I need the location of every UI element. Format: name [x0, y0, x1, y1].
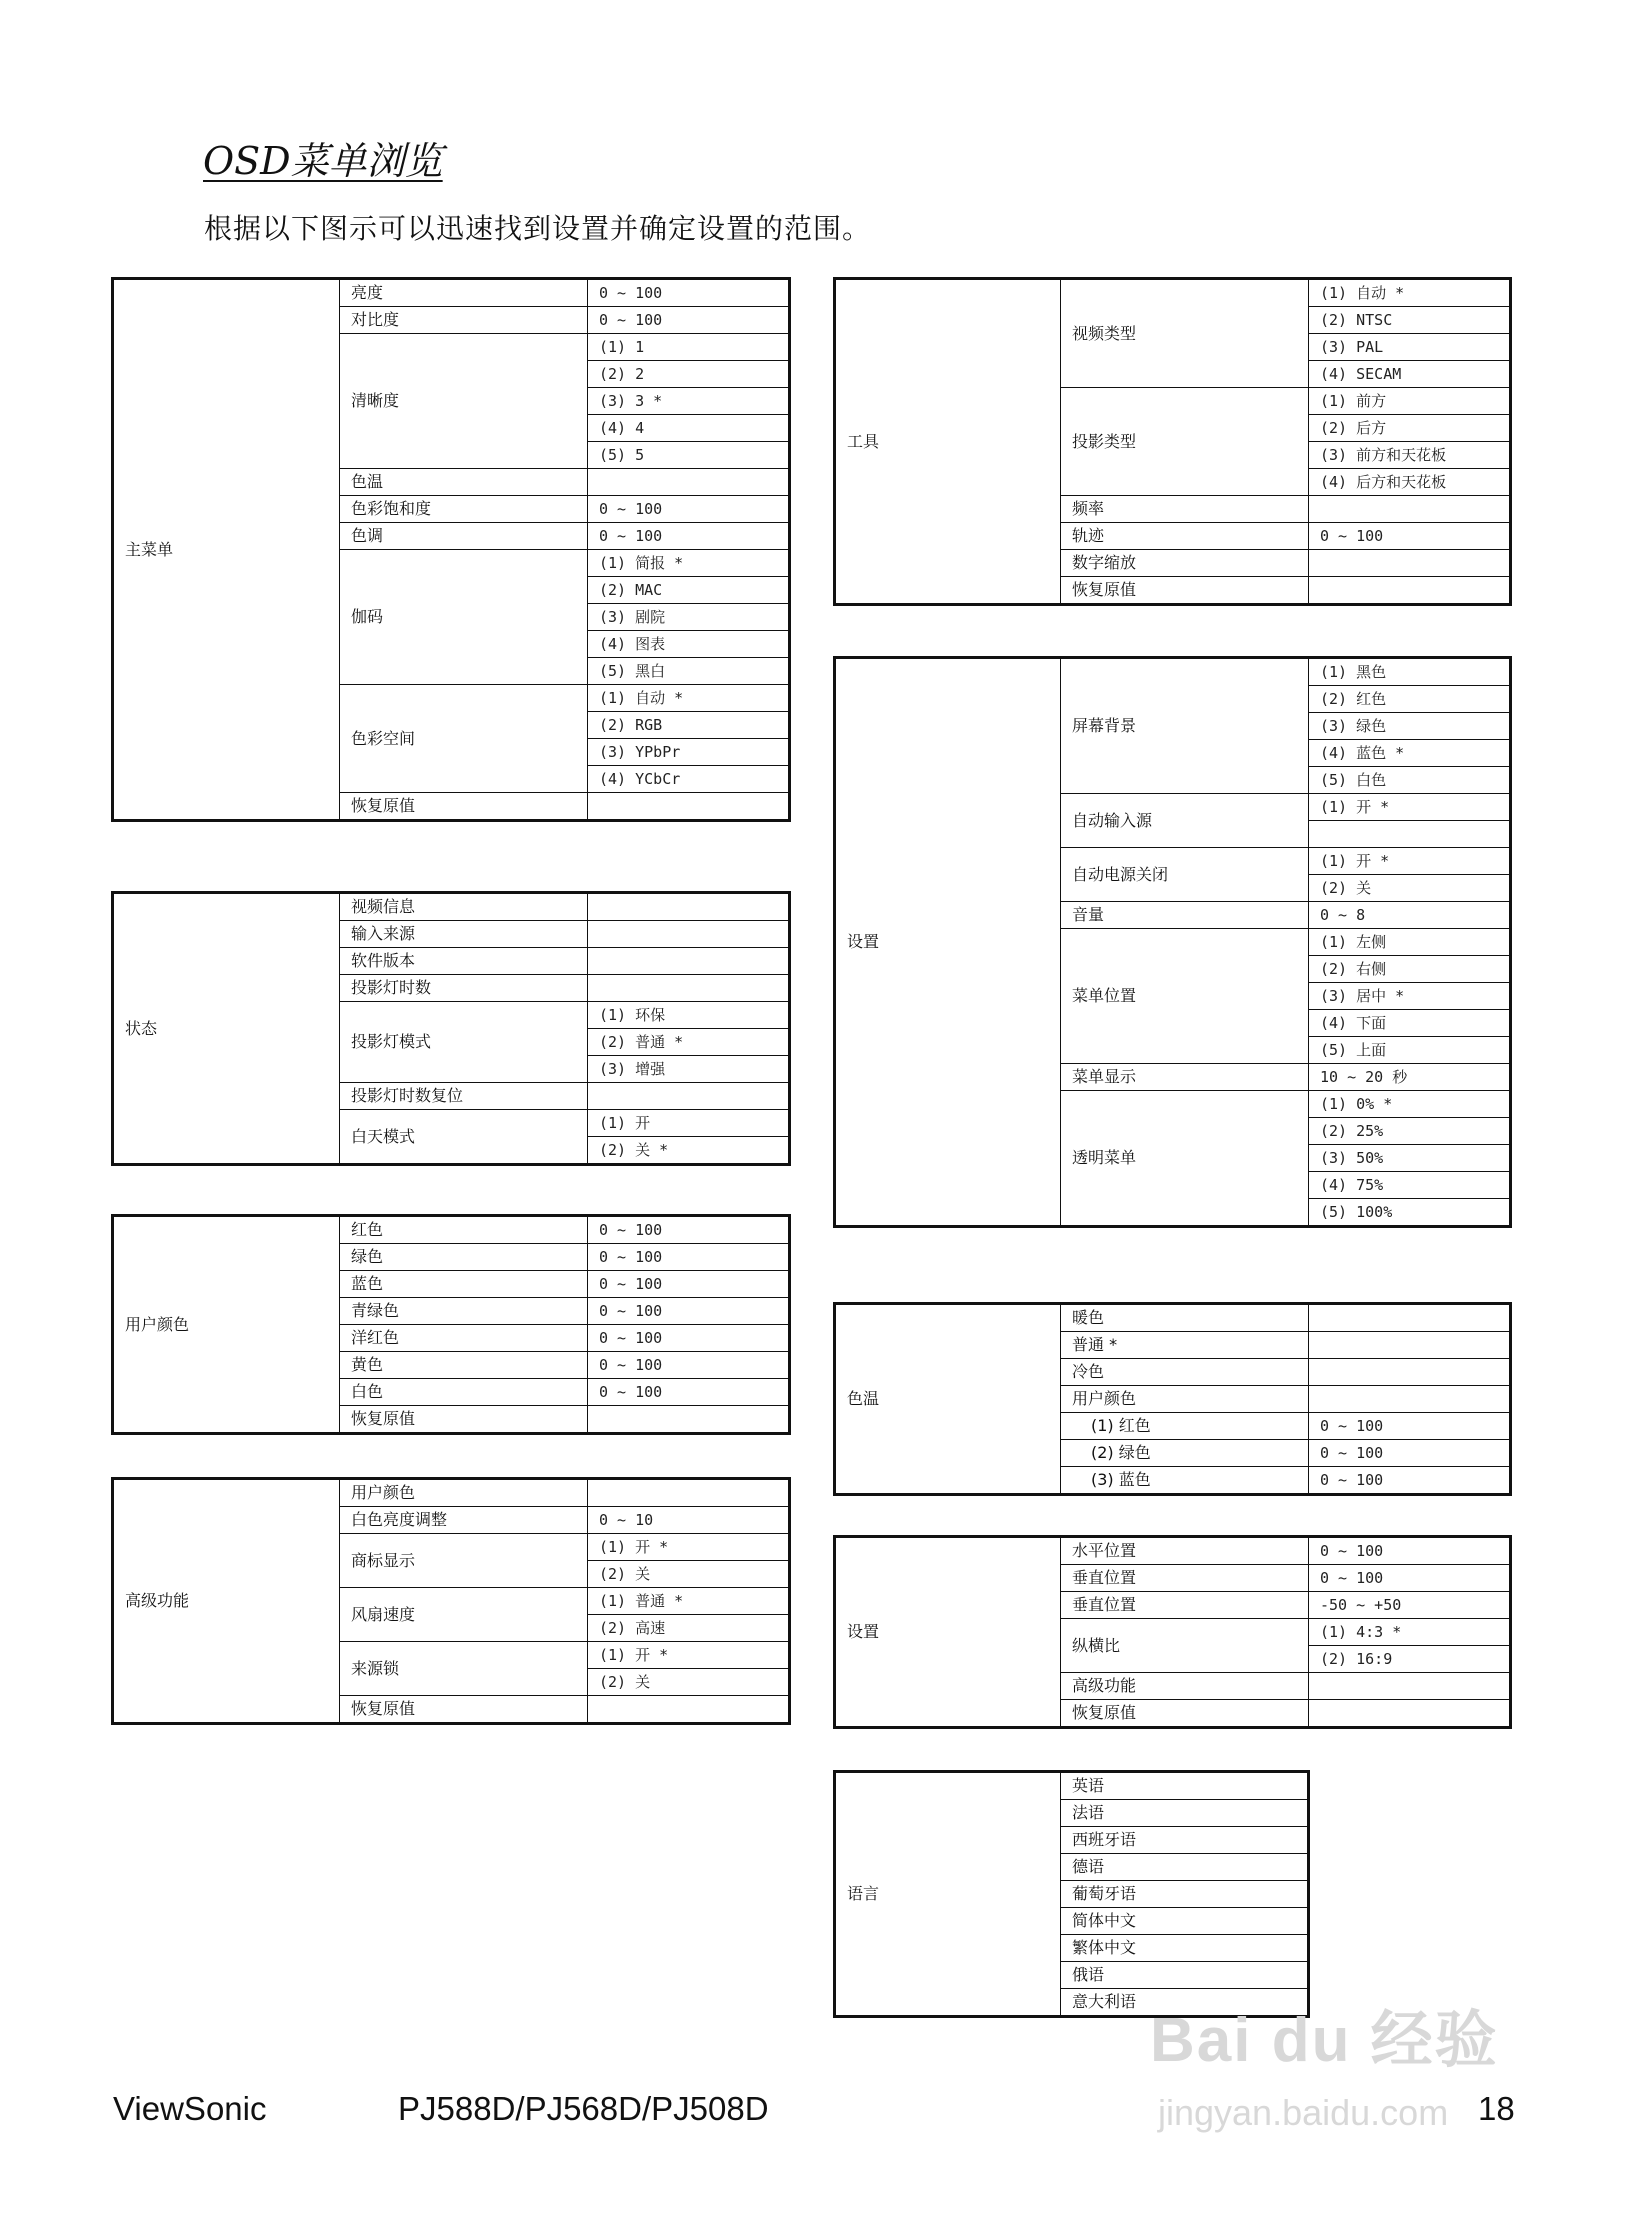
watermark-url: jingyan.baidu.com — [1158, 2092, 1449, 2133]
menu-item-value: (1) 开 * — [1309, 794, 1511, 821]
menu-item-value: 0 ~ 100 — [1309, 1467, 1511, 1495]
menu-item-value: (1) 开 — [588, 1110, 790, 1137]
menu-item-value — [588, 1479, 790, 1507]
menu-item: 恢复原值 — [340, 1406, 588, 1434]
menu-item: 轨迹 — [1061, 523, 1309, 550]
menu-item: 输入来源 — [340, 921, 588, 948]
menu-item-value: (1) 黑色 — [1309, 658, 1511, 686]
menu-item: 清晰度 — [340, 334, 588, 469]
menu-item-value — [588, 921, 790, 948]
menu-category: 高级功能 — [113, 1479, 340, 1724]
menu-item-value — [1309, 1304, 1511, 1332]
menu-item-value — [1309, 1359, 1511, 1386]
menu-item-value: (4) 4 — [588, 415, 790, 442]
osd-table — [833, 1535, 1512, 1729]
menu-item: 色温 — [340, 469, 588, 496]
menu-item-value: (2) MAC — [588, 577, 790, 604]
menu-item-value — [1309, 821, 1511, 848]
menu-item-value: 0 ~ 100 — [1309, 523, 1511, 550]
menu-item-value — [1309, 1673, 1511, 1700]
osd-table — [833, 1302, 1512, 1496]
menu-item-value: 0 ~ 100 — [1309, 1413, 1511, 1440]
menu-item: 英语 — [1061, 1772, 1309, 1800]
menu-item: 白色 — [340, 1379, 588, 1406]
osd-table — [111, 891, 791, 1166]
menu-item: 风扇速度 — [340, 1588, 588, 1642]
menu-item-value: (4) 后方和天花板 — [1309, 469, 1511, 496]
menu-item: 水平位置 — [1061, 1537, 1309, 1565]
menu-item: 色调 — [340, 523, 588, 550]
menu-item-value — [588, 469, 790, 496]
menu-item: 菜单位置 — [1061, 929, 1309, 1064]
table-row — [835, 279, 1511, 307]
table-row — [113, 893, 790, 921]
menu-item: 伽码 — [340, 550, 588, 685]
menu-item-value: (2) 右侧 — [1309, 956, 1511, 983]
menu-item: 视频类型 — [1061, 279, 1309, 388]
menu-item: 高级功能 — [1061, 1673, 1309, 1700]
menu-item-value: 0 ~ 100 — [588, 1216, 790, 1244]
menu-item-value — [588, 1083, 790, 1110]
menu-item-value: (5) 5 — [588, 442, 790, 469]
menu-item: 法语 — [1061, 1800, 1309, 1827]
page-title: OSD菜单浏览 — [203, 139, 443, 183]
menu-item-value — [588, 1696, 790, 1724]
menu-item-value: (5) 上面 — [1309, 1037, 1511, 1064]
menu-item-value: (1) 自动 * — [588, 685, 790, 712]
menu-item-value: 0 ~ 100 — [588, 1379, 790, 1406]
menu-item-value: (4) 蓝色 * — [1309, 740, 1511, 767]
menu-item-value — [1309, 1386, 1511, 1413]
menu-item-value: 0 ~ 100 — [588, 1298, 790, 1325]
menu-item: (2) 绿色 — [1061, 1440, 1309, 1467]
menu-item: 色彩空间 — [340, 685, 588, 793]
menu-item-value — [588, 1406, 790, 1434]
menu-item: 葡萄牙语 — [1061, 1881, 1309, 1908]
menu-item-value: (2) 后方 — [1309, 415, 1511, 442]
menu-item-value: 0 ~ 10 — [588, 1507, 790, 1534]
menu-item: 白色亮度调整 — [340, 1507, 588, 1534]
menu-item: 西班牙语 — [1061, 1827, 1309, 1854]
table-row — [113, 1479, 790, 1507]
menu-item: 暖色 — [1061, 1304, 1309, 1332]
menu-item-value: (3) 绿色 — [1309, 713, 1511, 740]
menu-item-value: (3) 前方和天花板 — [1309, 442, 1511, 469]
menu-item: 软件版本 — [340, 948, 588, 975]
table-row — [835, 1304, 1511, 1332]
menu-item: 垂直位置 — [1061, 1592, 1309, 1619]
menu-item-value: (4) 下面 — [1309, 1010, 1511, 1037]
menu-item: 纵横比 — [1061, 1619, 1309, 1673]
menu-item-value: 0 ~ 100 — [588, 1244, 790, 1271]
menu-item-value: (3) 3 * — [588, 388, 790, 415]
menu-item-value — [588, 948, 790, 975]
menu-category: 用户颜色 — [113, 1216, 340, 1434]
menu-item-value: 0 ~ 100 — [1309, 1537, 1511, 1565]
menu-item-value: (2) 关 — [588, 1669, 790, 1696]
menu-category: 主菜单 — [113, 279, 340, 821]
menu-item-value: 0 ~ 100 — [588, 523, 790, 550]
table-row — [113, 1216, 790, 1244]
menu-item-value: (3) 增强 — [588, 1056, 790, 1083]
menu-item-value: (4) SECAM — [1309, 361, 1511, 388]
table-row — [835, 658, 1511, 686]
menu-item-value: (2) 普通 * — [588, 1029, 790, 1056]
menu-item: 自动电源关闭 — [1061, 848, 1309, 902]
menu-item: 俄语 — [1061, 1962, 1309, 1989]
menu-item-value — [1309, 577, 1511, 605]
footer-brand: ViewSonic — [113, 2090, 267, 2127]
menu-item-value: (1) 简报 * — [588, 550, 790, 577]
menu-item: 亮度 — [340, 279, 588, 307]
menu-item-value: (5) 白色 — [1309, 767, 1511, 794]
menu-item-value — [1309, 550, 1511, 577]
menu-item-value: 0 ~ 100 — [588, 1325, 790, 1352]
menu-item: 垂直位置 — [1061, 1565, 1309, 1592]
menu-item: 红色 — [340, 1216, 588, 1244]
menu-item-value — [1309, 1700, 1511, 1728]
menu-item: 恢复原值 — [1061, 577, 1309, 605]
menu-item-value: (1) 开 * — [588, 1534, 790, 1561]
menu-item: 普通 * — [1061, 1332, 1309, 1359]
menu-item-value: (2) 红色 — [1309, 686, 1511, 713]
menu-item: 恢复原值 — [1061, 1700, 1309, 1728]
menu-item: (3) 蓝色 — [1061, 1467, 1309, 1495]
menu-item-value: 10 ~ 20 秒 — [1309, 1064, 1511, 1091]
menu-item-value — [1309, 496, 1511, 523]
menu-item-value — [588, 893, 790, 921]
menu-item-value: (5) 100% — [1309, 1199, 1511, 1227]
menu-item-value: 0 ~ 100 — [588, 496, 790, 523]
osd-table — [111, 277, 791, 822]
menu-item: 透明菜单 — [1061, 1091, 1309, 1227]
menu-item: 意大利语 — [1061, 1989, 1309, 2017]
menu-item-value: 0 ~ 100 — [588, 1352, 790, 1379]
osd-table — [833, 277, 1512, 606]
footer-models: PJ588D/PJ568D/PJ508D — [398, 2090, 769, 2127]
menu-item-value: (3) 居中 * — [1309, 983, 1511, 1010]
osd-table — [111, 1214, 791, 1435]
menu-item: 投影灯时数 — [340, 975, 588, 1002]
menu-item: 洋红色 — [340, 1325, 588, 1352]
menu-item: 屏幕背景 — [1061, 658, 1309, 794]
menu-item-value: (3) YPbPr — [588, 739, 790, 766]
baidu-jingyan-watermark: Bai du 经验 — [1150, 2006, 1499, 2075]
menu-item-value: 0 ~ 100 — [1309, 1565, 1511, 1592]
menu-item-value: -50 ~ +50 — [1309, 1592, 1511, 1619]
menu-item: 恢复原值 — [340, 793, 588, 821]
menu-item-value: 0 ~ 100 — [1309, 1440, 1511, 1467]
menu-item-value — [1309, 1332, 1511, 1359]
menu-category: 设置 — [835, 658, 1061, 1227]
menu-item-value: (1) 1 — [588, 334, 790, 361]
menu-item: 投影灯模式 — [340, 1002, 588, 1083]
menu-item: 用户颜色 — [1061, 1386, 1309, 1413]
menu-item-value: (3) 剧院 — [588, 604, 790, 631]
menu-item: 投影类型 — [1061, 388, 1309, 496]
menu-item-value: (1) 前方 — [1309, 388, 1511, 415]
menu-item: 黄色 — [340, 1352, 588, 1379]
menu-item-value: (4) YCbCr — [588, 766, 790, 793]
menu-item-value: 0 ~ 100 — [588, 307, 790, 334]
osd-table — [111, 1477, 791, 1725]
menu-item-value: (1) 4:3 * — [1309, 1619, 1511, 1646]
menu-item-value: (3) PAL — [1309, 334, 1511, 361]
menu-item-value: (1) 自动 * — [1309, 279, 1511, 307]
menu-item-value: (1) 普通 * — [588, 1588, 790, 1615]
menu-item: 视频信息 — [340, 893, 588, 921]
menu-item: (1) 红色 — [1061, 1413, 1309, 1440]
menu-item-value: (2) 关 — [1309, 875, 1511, 902]
menu-item-value: (2) 高速 — [588, 1615, 790, 1642]
menu-item: 数字缩放 — [1061, 550, 1309, 577]
menu-item-value: 0 ~ 100 — [588, 1271, 790, 1298]
menu-item: 简体中文 — [1061, 1908, 1309, 1935]
table-row — [835, 1772, 1309, 1800]
menu-item-value: 0 ~ 8 — [1309, 902, 1511, 929]
page-number: 18 — [1478, 2090, 1515, 2127]
menu-category: 语言 — [835, 1772, 1061, 2017]
osd-table — [833, 656, 1512, 1228]
menu-item: 来源锁 — [340, 1642, 588, 1696]
menu-item-value: (1) 开 * — [588, 1642, 790, 1669]
menu-category: 状态 — [113, 893, 340, 1165]
menu-item: 冷色 — [1061, 1359, 1309, 1386]
menu-item: 白天模式 — [340, 1110, 588, 1165]
table-row — [113, 279, 790, 307]
menu-item-value: 0 ~ 100 — [588, 279, 790, 307]
menu-item: 蓝色 — [340, 1271, 588, 1298]
menu-item-value: (2) 2 — [588, 361, 790, 388]
menu-item: 色彩饱和度 — [340, 496, 588, 523]
menu-item: 投影灯时数复位 — [340, 1083, 588, 1110]
menu-item: 音量 — [1061, 902, 1309, 929]
menu-item-value: (1) 开 * — [1309, 848, 1511, 875]
menu-item: 频率 — [1061, 496, 1309, 523]
menu-item-value: (2) NTSC — [1309, 307, 1511, 334]
menu-item: 繁体中文 — [1061, 1935, 1309, 1962]
menu-item-value: (2) 关 — [588, 1561, 790, 1588]
menu-item: 恢复原值 — [340, 1696, 588, 1724]
menu-category: 工具 — [835, 279, 1061, 605]
osd-table — [833, 1770, 1310, 2018]
menu-item: 菜单显示 — [1061, 1064, 1309, 1091]
menu-item: 绿色 — [340, 1244, 588, 1271]
table-row — [835, 1537, 1511, 1565]
menu-item-value: (4) 75% — [1309, 1172, 1511, 1199]
menu-item: 青绿色 — [340, 1298, 588, 1325]
menu-item-value — [588, 793, 790, 821]
menu-item: 商标显示 — [340, 1534, 588, 1588]
menu-item-value: (3) 50% — [1309, 1145, 1511, 1172]
menu-item-value: (5) 黑白 — [588, 658, 790, 685]
menu-item-value: (1) 左侧 — [1309, 929, 1511, 956]
menu-item: 用户颜色 — [340, 1479, 588, 1507]
menu-item-value — [588, 975, 790, 1002]
menu-item-value: (4) 图表 — [588, 631, 790, 658]
menu-item: 德语 — [1061, 1854, 1309, 1881]
menu-item: 对比度 — [340, 307, 588, 334]
menu-category: 色温 — [835, 1304, 1061, 1495]
menu-item-value: (2) 关 * — [588, 1137, 790, 1165]
menu-item-value: (1) 0% * — [1309, 1091, 1511, 1118]
menu-item-value: (2) RGB — [588, 712, 790, 739]
menu-item-value: (2) 25% — [1309, 1118, 1511, 1145]
menu-item-value: (2) 16:9 — [1309, 1646, 1511, 1673]
menu-item: 自动输入源 — [1061, 794, 1309, 848]
page-subtitle: 根据以下图示可以迅速找到设置并确定设置的范围。 — [204, 212, 872, 245]
menu-category: 设置 — [835, 1537, 1061, 1728]
menu-item-value: (1) 环保 — [588, 1002, 790, 1029]
